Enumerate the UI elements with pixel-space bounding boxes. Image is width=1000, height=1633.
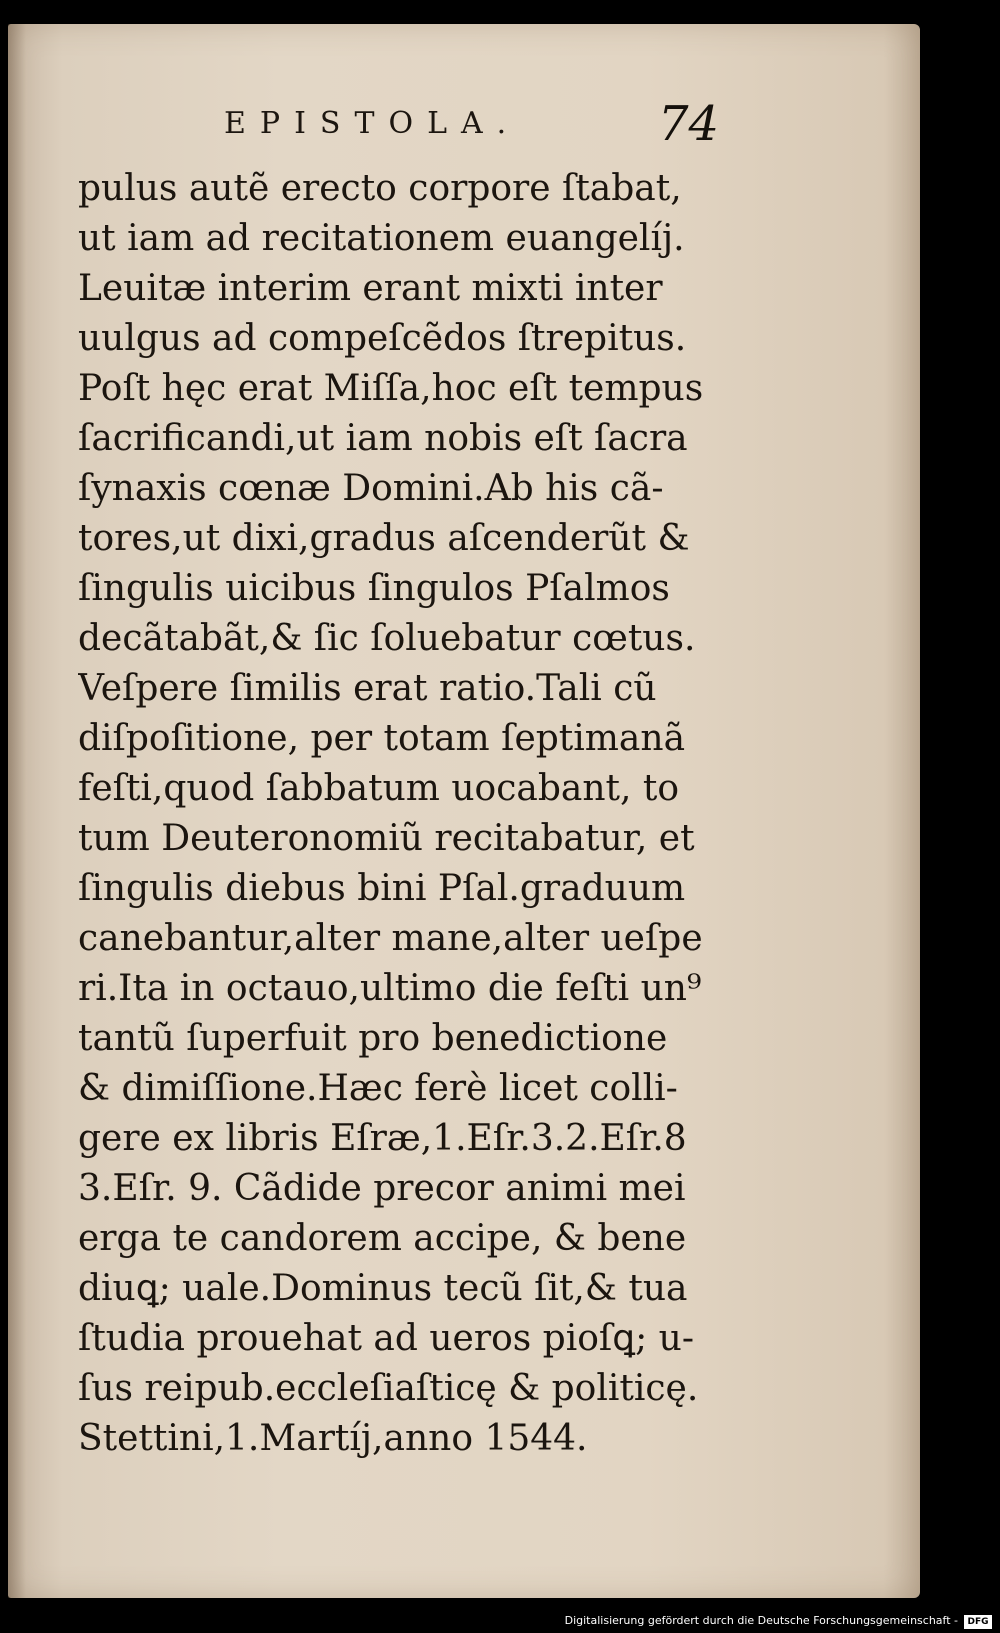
- text-line: Poſt hęc erat Miſſa,hoc eſt tempus: [78, 368, 704, 409]
- text-line: tantũ ſuperfuit pro benedictione: [78, 1018, 668, 1059]
- body-text: [78, 164, 718, 1464]
- text-line: Stettini,1.Martíj,anno 1544.: [78, 1418, 588, 1459]
- text-line: ſynaxis cœnæ Domini.Ab his cã-: [78, 468, 664, 509]
- page-number: 74: [658, 96, 720, 152]
- funding-credit: Digitalisierung gefördert durch die Deutsche Forschungsgemeinschaft -: [564, 1614, 958, 1627]
- text-line: pulus autẽ erecto corpore ſtabat,: [78, 168, 682, 209]
- gutter-shadow: [8, 24, 26, 1598]
- text-line: ſus reipub.eccleſiaſticę & politicę.: [78, 1368, 699, 1409]
- text-line: & dimiſſione.Hæc ferè licet colli-: [78, 1068, 678, 1109]
- text-line: gere ex libris Eſræ,1.Eſr.3.2.Eſr.8: [78, 1118, 687, 1159]
- text-line: uulgus ad compeſcẽdos ſtrepitus.: [78, 318, 687, 359]
- text-line: ſingulis diebus bini Pſal.graduum: [78, 868, 686, 909]
- text-line: canebantur,alter mane,alter ueſpe: [78, 918, 703, 959]
- text-line: feſti,quod ſabbatum uocabant, to: [78, 768, 680, 809]
- text-line: Veſpere ſimilis erat ratio.Tali cũ: [78, 668, 657, 709]
- text-line: diſpoſitione, per totam ſeptimanã: [78, 718, 686, 759]
- dfg-logo: DFG: [964, 1615, 992, 1629]
- text-line: erga te candorem accipe, & bene: [78, 1218, 687, 1259]
- running-head: [218, 94, 718, 154]
- text-line: tores,ut dixi,gradus aſcenderũt &: [78, 518, 690, 559]
- running-head-title: EPISTOLA.: [224, 106, 521, 141]
- text-line: Leuitæ interim erant mixti inter: [78, 268, 663, 309]
- text-line: ſtudia prouehat ad ueros pioſꝗ; u-: [78, 1318, 694, 1359]
- digitization-footer: [0, 1612, 1000, 1633]
- text-line: tum Deuteronomiũ recitabatur, et: [78, 818, 695, 859]
- text-line: ri.Ita in octauo,ultimo die feſti un⁹: [78, 968, 702, 1009]
- text-line: ſacrificandi,ut iam nobis eſt ſacra: [78, 418, 688, 459]
- text-line: decãtabãt,& ſic ſoluebatur cœtus.: [78, 618, 696, 659]
- text-line: 3.Eſr. 9. Cãdide precor animi mei: [78, 1168, 686, 1209]
- text-line: diuꝗ; uale.Dominus tecũ ſit,& tua: [78, 1268, 688, 1309]
- text-line: ut iam ad recitationem euangelíj.: [78, 218, 685, 259]
- book-page: [8, 24, 920, 1598]
- text-line: ſingulis uicibus ſingulos Pſalmos: [78, 568, 670, 609]
